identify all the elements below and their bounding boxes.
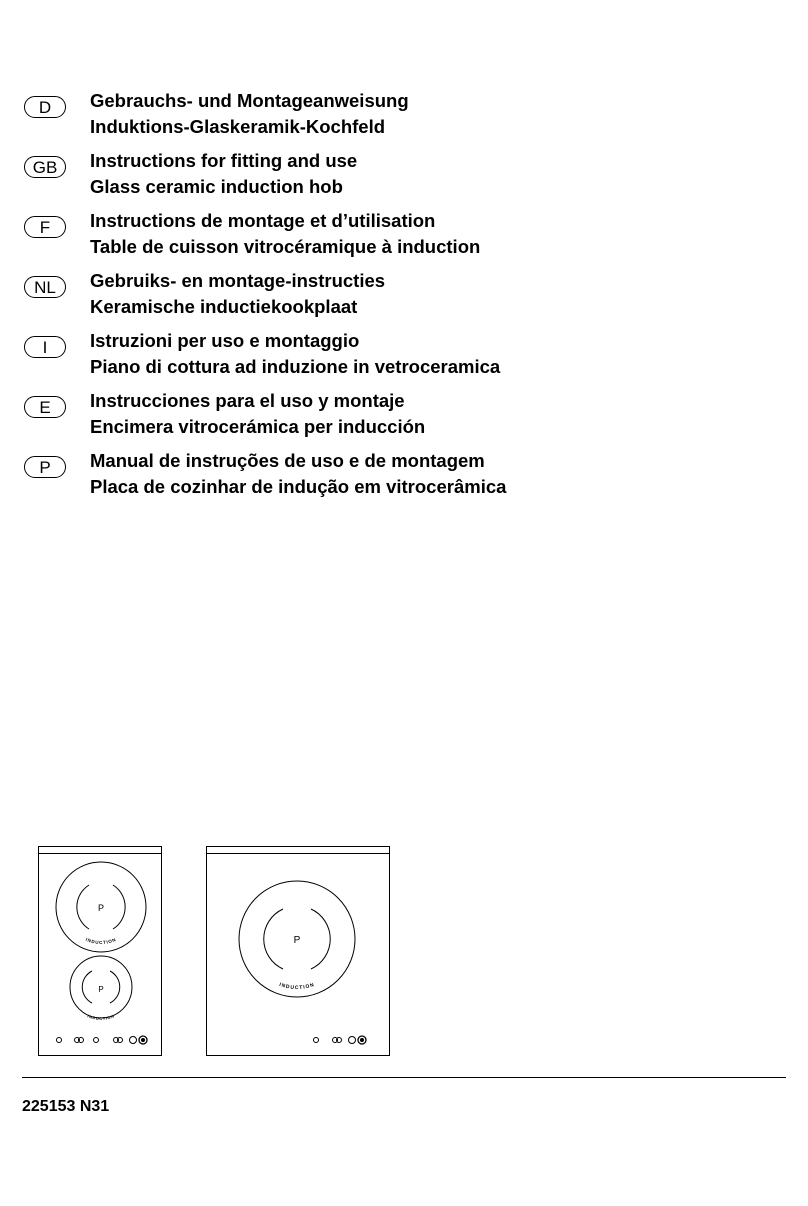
language-row-fr bbox=[24, 208, 784, 268]
language-badge: GB bbox=[24, 156, 66, 178]
title-line-1: Instrucciones para el uso y montaje bbox=[90, 390, 405, 411]
language-titles bbox=[90, 208, 480, 259]
hob-single-zone-drawing bbox=[207, 847, 391, 1057]
title-line-1: Instructions de montage et d’utilisation bbox=[90, 210, 436, 231]
language-list bbox=[24, 88, 784, 508]
timer-button-icon bbox=[130, 1037, 137, 1044]
title-line-2: Encimera vitrocerámica per inducción bbox=[90, 415, 426, 437]
language-row-it bbox=[24, 328, 784, 388]
title-line-1: Istruzioni per uso e montaggio bbox=[90, 330, 360, 351]
title-line-2: Keramische inductiekookplaat bbox=[90, 295, 358, 317]
induction-label bbox=[87, 1013, 115, 1021]
induction-label bbox=[278, 982, 315, 991]
control-button-icon bbox=[94, 1038, 99, 1043]
language-badge: P bbox=[24, 456, 66, 478]
induction-label-path: INDUCTION bbox=[84, 936, 118, 946]
language-badge: E bbox=[24, 396, 66, 418]
footer-divider bbox=[22, 1077, 786, 1078]
zone-arc-right bbox=[311, 909, 330, 969]
language-titles bbox=[90, 448, 506, 499]
hob-illustration-two-zone bbox=[38, 846, 162, 1056]
zone-arc-left bbox=[77, 885, 89, 929]
language-row-nl bbox=[24, 268, 784, 328]
title-line-1: Gebruiks- en montage-instructies bbox=[90, 270, 386, 291]
power-button-center-icon bbox=[141, 1038, 145, 1042]
power-button-center-icon bbox=[360, 1038, 364, 1042]
zone-label: P bbox=[98, 985, 104, 994]
title-line-2: Induktions-Glaskeramik-Kochfeld bbox=[90, 115, 386, 137]
document-code: 225153 N31 bbox=[22, 1098, 110, 1115]
language-badge: I bbox=[24, 336, 66, 358]
title-line-2: Glass ceramic induction hob bbox=[90, 175, 343, 197]
hob-illustration-single-zone bbox=[206, 846, 390, 1056]
language-badge: F bbox=[24, 216, 66, 238]
timer-button-icon bbox=[349, 1037, 356, 1044]
zone-label: P bbox=[97, 903, 105, 913]
zone-arc-left bbox=[264, 909, 283, 969]
language-titles bbox=[90, 88, 409, 139]
zone-arc-right bbox=[113, 885, 125, 929]
title-line-2: Table de cuisson vitrocéramique à induction bbox=[90, 235, 481, 257]
language-row-pt bbox=[24, 448, 784, 508]
language-row-de bbox=[24, 88, 784, 148]
language-titles bbox=[90, 388, 425, 439]
induction-label bbox=[85, 937, 117, 945]
language-row-gb bbox=[24, 148, 784, 208]
language-titles bbox=[90, 148, 357, 199]
language-titles bbox=[90, 268, 385, 319]
zone-arc-right bbox=[110, 971, 120, 1003]
induction-label-path: INDUCTION bbox=[86, 1013, 116, 1022]
control-button-icon bbox=[57, 1038, 62, 1043]
title-line-1: Manual de instruções de uso e de montagem bbox=[90, 450, 485, 471]
language-badge: NL bbox=[24, 276, 66, 298]
zone-arc-left bbox=[82, 971, 92, 1003]
induction-label-path: INDUCTION bbox=[278, 981, 316, 992]
control-button-icon bbox=[314, 1038, 319, 1043]
zone-label: P bbox=[293, 935, 301, 946]
title-line-1: Gebrauchs- und Montageanweisung bbox=[90, 90, 409, 111]
title-line-2: Placa de cozinhar de indução em vitrocerâmica bbox=[90, 475, 507, 497]
title-line-2: Piano di cottura ad induzione in vetroceramica bbox=[90, 355, 501, 377]
hob-two-zone-drawing bbox=[39, 847, 163, 1057]
language-row-es bbox=[24, 388, 784, 448]
language-badge: D bbox=[24, 96, 66, 118]
language-titles bbox=[90, 328, 500, 379]
title-line-1: Instructions for fitting and use bbox=[90, 150, 358, 171]
